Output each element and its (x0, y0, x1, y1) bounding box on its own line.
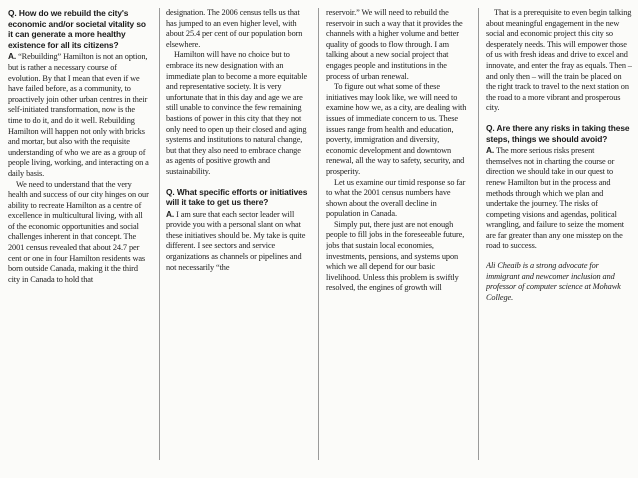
question-heading: Q. How do we rebuild the city's economic and/or societal vitality so it can generate a more healthy existence for all its citizens? (8, 8, 146, 50)
body-paragraph: reservoir.” We will need to rebuild the reservoir in such a way that it provides the channels with a higher volume and better quality of goods to flow through. I am talking about a new social project that engages people and institutions in the process of urban renewal. (326, 8, 463, 81)
answer-text: The more serious risks present themselves not in charting the course or direction we should take in our quest to renew Hamilton but in the process and methods through which we plan and undertake the journey. The risks of competing visions and agendas, political wrangling, and failure to seize the moment are far greater than any one misstep on the road to success. (486, 146, 624, 251)
body-paragraph: That is a prerequisite to even begin talking about meaningful engagement in the new social and economic project this city so desperately needs. This will empower those of us with fresh ideas and drive to excel and innovate, and enter the fray as equals. Then – and only then – will the train be placed on the right track to travel to the next station on the road to a more vibrant and prosperous city. (486, 8, 632, 113)
body-paragraph: Let us examine our timid response so far to what the 2001 census numbers have shown about the overall decline in population in Canada. (326, 177, 466, 219)
answer-paragraph (166, 209, 308, 274)
answer-text: I am sure that each sector leader will provide you with a personal slant on what these initiatives should be. My take is quite different. I see sectors and service organizations as channels or pipelines and not necessarily “the (166, 209, 306, 272)
question-heading: Q. Are there any risks in taking these steps, things we should avoid? (486, 122, 630, 144)
body-paragraph: designation. The 2006 census tells us that has jumped to an even higher level, with about 25.4 per cent of our population born elsewhere. (166, 8, 303, 49)
body-paragraph: To figure out what some of these initiatives may look like, we will need to examine how we, as a city, are dealing with issues of immediate concern to us. These issues range from health and education, poverty, immigration and diversity, economic development and downtown renewal, all the way to safety, security, and prosperity. (326, 82, 467, 176)
answer-text: “Rebuilding” Hamilton is not an option, but is rather a necessary course of evolution. By that I mean that even if we have failed before, as a community, to proactively join other urban centres in their self-initiated transformation, now is the time to do it, and do it well. Rebuilding Hamilton will happen not only with bricks and mortar, but also with the requisite understanding of who we are as a group of people living, working, and interacting on a daily basis. (8, 52, 149, 178)
article-column-1 (8, 8, 150, 468)
article-column-4 (486, 8, 632, 468)
body-paragraph: Hamilton will have no choice but to embrace its new designation with an immediate plan to become a more equitable and representative society. It is very unfortunate that in this day and age we are still unable to convince the few remaining bastions of power in this city that they not only need to open up their closed and aging systems and institutions to natural change, but that they also need to embrace change as agents of positive growth and sustainability. (166, 50, 308, 176)
answer-paragraph (486, 145, 632, 252)
answer-lead: A. (486, 145, 495, 156)
question-heading: Q. What specific efforts or initiatives will it take to get us there? (166, 186, 308, 208)
column-divider (318, 8, 319, 460)
body-paragraph: Simply put, there just are not enough people to fill jobs in the foreseeable future, jobs that sustain local economies, investments, pensions, and systems upon which we all depend for our basic livelihood. Unless this problem is swiftly resolved, the engines of growth will (326, 219, 465, 293)
article-column-3 (326, 8, 468, 468)
author-bio: Ali Cheaib is a strong advocate for immigrant and newcomer inclusion and professor of computer science at Mohawk College. (486, 261, 621, 302)
body-paragraph: We need to understand that the very health and success of our city hinges on our ability to recreate Hamilton as a centre of excellence in multicultural living, with all of the economic opportunities and social challenges inherent in that concept. The 2001 census revealed that about 24.7 per cent or one in four Hamilton residents was born outside Canada, making it the third city in Canada to hold that (8, 179, 149, 284)
column-divider (159, 8, 160, 460)
answer-lead: A. (166, 208, 175, 219)
column-divider (478, 8, 479, 460)
article-column-2 (166, 8, 308, 468)
answer-lead: A. (8, 51, 17, 62)
answer-paragraph (8, 51, 150, 179)
